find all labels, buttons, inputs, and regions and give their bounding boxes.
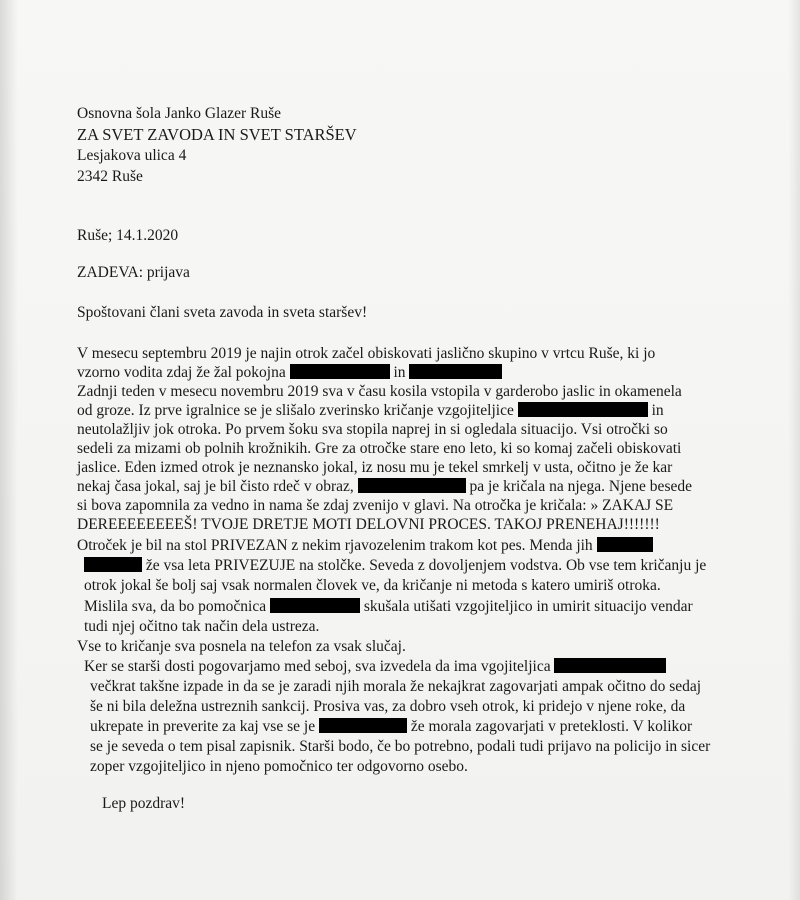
body-line: še ni bila deležna ustreznih sankcij. Prosiva vas, za dobro vseh otrok, ki pridejo v njene roke, da <box>90 698 686 715</box>
body-line: tudi njej očitno tak način dela ustreza. <box>84 618 320 635</box>
page-edge-shadow <box>788 0 800 900</box>
letter-date: Ruše; 14.1.2020 <box>77 227 179 244</box>
redaction-bar <box>554 658 666 673</box>
body-line: V mesecu septembru 2019 je najin otrok začel obiskovati jaslično skupino v vrtcu Ruše, ki jo <box>77 345 656 362</box>
body-line: nekaj časa jokal, saj je bil čisto rdeč v obraz, pa je kričala na njega. Njene besede <box>77 478 692 495</box>
body-line: Otroček je bil na stol PRIVEZAN z nekim rjavozelenim trakom kot pes. Menda jih <box>77 537 653 555</box>
body-line: že vsa leta PRIVEZUJE na stolčke. Seveda z dovoljenjem vodstva. Ob vse tem kričanju je <box>84 557 706 575</box>
body-line: sedeli za mizami ob polnih krožnikih. Gre za otročke stare eno leto, ki so komaj začeli obiskovati <box>77 440 682 457</box>
letter-closing: Lep pozdrav! <box>102 795 186 812</box>
body-line: Mislila sva, da bo pomočnica skušala utišati vzgojiteljico in umirit situacijo vendar <box>84 598 693 615</box>
page-fold-shadow <box>0 0 18 900</box>
redaction-bar <box>409 364 502 379</box>
body-line: Zadnji teden v mesecu novembru 2019 sva v času kosila vstopila v garderobo jaslic in okamenela <box>77 383 682 400</box>
redaction-bar <box>358 478 466 493</box>
body-line: otrok jokal še bolj saj vsak normalen človek ve, da kričanje ni metoda s katero umiriš otroka. <box>84 577 661 594</box>
redaction-bar <box>270 598 360 613</box>
body-line: ukrepate in preverite za kaj vse se je že morala zagovarjati v preteklosti. V kolikor <box>90 718 693 735</box>
redaction-bar <box>518 402 648 417</box>
body-line: Ker se starši dosti pogovarjamo med seboj, sva izvedela da ima vgojiteljica <box>84 658 666 676</box>
body-line: DEREEEEEEEEŠ! TVOJE DRETJE MOTI DELOVNI PROCES. TAKOJ PRENEHAJ!!!!!!! <box>77 516 660 533</box>
letter-salutation: Spoštovani člani sveta zavoda in sveta staršev! <box>77 304 368 321</box>
body-line: si bova zapomnila za vedno in nama še zdaj zvenijo v glavi. Na otročka je kričala: » ZAKAJ SE <box>77 497 674 514</box>
body-line: se je seveda o tem pisal zapisnik. Starši bodo, če bo potrebno, podali tudi prijavo na policijo in sicer <box>90 738 711 755</box>
body-line: neutolažljiv jok otroka. Po prvem šoku sva stopila naprej in si ogledala situacijo. Vsi otročki so <box>77 421 668 438</box>
redaction-bar <box>84 557 142 572</box>
body-line: zoper vzgojiteljico in njeno pomočnico ter odgovorno osebo. <box>90 758 468 775</box>
body-line: Vse to kričanje sva posnela na telefon za vsak slučaj. <box>77 638 406 655</box>
body-line: večkrat takšne izpade in da se je zaradi njih morala že nekajkrat zagovarjati ampak očitno do sedaj <box>90 678 702 695</box>
address-city: 2342 Ruše <box>77 168 143 185</box>
address-recipient: ZA SVET ZAVODA IN SVET STARŠEV <box>77 125 357 144</box>
body-line: od groze. Iz prve igralnice se je slišalo zverinsko kričanje vzgojiteljice in <box>77 402 664 419</box>
body-line: vzorno vodita zdaj že žal pokojna in <box>77 364 502 382</box>
redaction-bar <box>290 364 390 379</box>
redaction-bar <box>597 537 653 552</box>
letter-subject: ZADEVA: prijava <box>77 264 190 281</box>
address-street: Lesjakova ulica 4 <box>77 147 187 164</box>
redaction-bar <box>319 718 407 733</box>
body-line: jaslice. Eden izmed otrok je neznansko jokal, iz nosu mu je tekel smrkelj v usta, očitno je že kar <box>77 459 673 476</box>
address-school: Osnovna šola Janko Glazer Ruše <box>77 105 282 122</box>
